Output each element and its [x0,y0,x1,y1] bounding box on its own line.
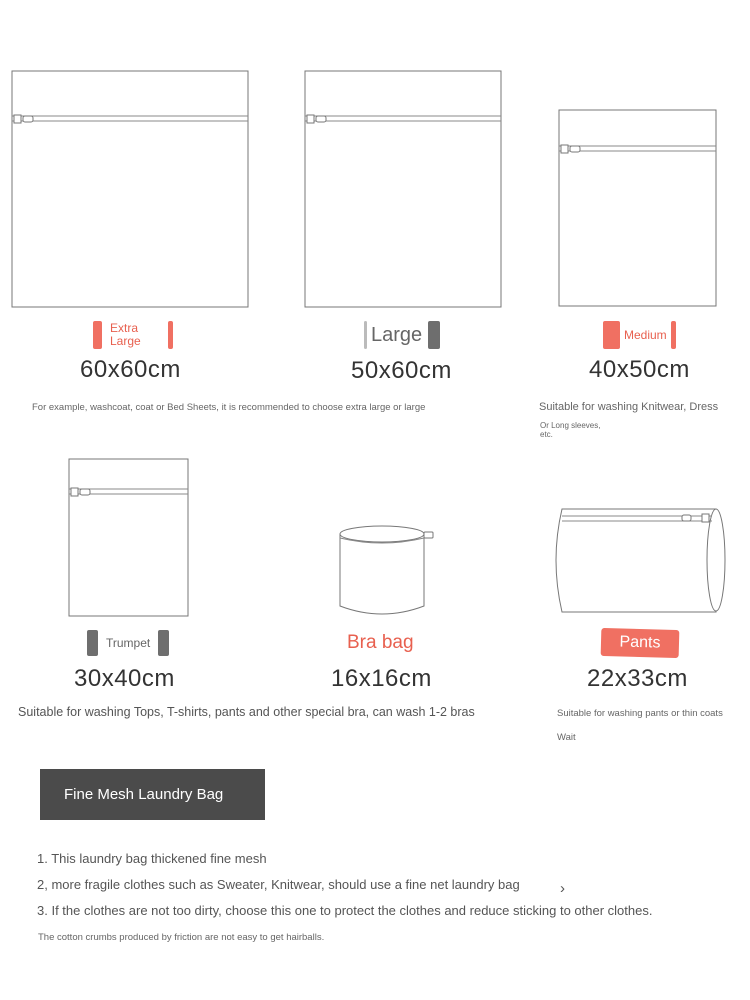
bra-bag-illustration [336,522,438,618]
extra-large-size: 60x60cm [80,356,181,383]
banner-title: Fine Mesh Laundry Bag [64,786,224,803]
tag-cap-right [158,630,169,656]
trumpet-size: 30x40cm [74,665,175,692]
large-bag-illustration [304,70,503,308]
large-size: 50x60cm [351,357,452,384]
medium-bag-illustration [558,109,718,308]
large-tag [364,321,440,349]
tag-cap-left [87,630,98,656]
pants-tag-label: Pants [619,633,661,652]
row1-right-note-line2: Or Long sleeves, [540,421,601,430]
trumpet-tag-label: Trumpet [106,635,151,650]
tag-cap-right [428,321,440,349]
tag-cap-left [93,321,102,349]
trumpet-bag-illustration [68,458,190,618]
extra-large-tag-label: Extra Large [110,321,141,348]
extra-large-bag-illustration [11,70,250,308]
pants-size: 22x33cm [587,665,688,692]
pants-tag [601,628,680,658]
extra-large-tag [93,321,173,349]
tag-cap-left [603,321,620,349]
row2-right-note-line2: Wait [557,732,576,743]
large-tag-label: Large [371,324,423,346]
trumpet-tag [87,630,169,656]
stray-chevron-mark: › [560,880,565,897]
medium-size: 40x50cm [589,356,690,383]
feature-item-1: 1. This laundry bag thickened fine mesh [37,851,267,866]
row1-left-note: For example, washcoat, coat or Bed Sheets, it is recommended to choose extra large or large [32,402,426,413]
bra-bag-size: 16x16cm [331,665,432,692]
row1-right-note-line1: Suitable for washing Knitwear, Dress [539,401,719,413]
row1-right-note-line3: etc. [540,430,553,439]
feature-item-4: The cotton crumbs produced by friction are not easy to get hairballs. [38,932,325,943]
tag-cap-right [671,321,676,349]
bra-bag-tag-label: Bra bag [347,632,414,653]
fine-mesh-banner [40,769,265,820]
medium-tag [603,321,676,349]
feature-item-2: 2, more fragile clothes such as Sweater, Knitwear, should use a fine net laundry bag [37,877,520,892]
row2-left-note: Suitable for washing Tops, T-shirts, pants and other special bra, can wash 1-2 bras [18,705,475,719]
pants-bag-illustration [552,506,730,616]
feature-item-3: 3. If the clothes are not too dirty, choose this one to protect the clothes and reduce sticking to other clothes. [37,903,653,918]
tag-cap-right [168,321,173,349]
medium-tag-label: Medium [624,327,667,342]
row2-right-note-line1: Suitable for washing pants or thin coats [557,708,723,719]
